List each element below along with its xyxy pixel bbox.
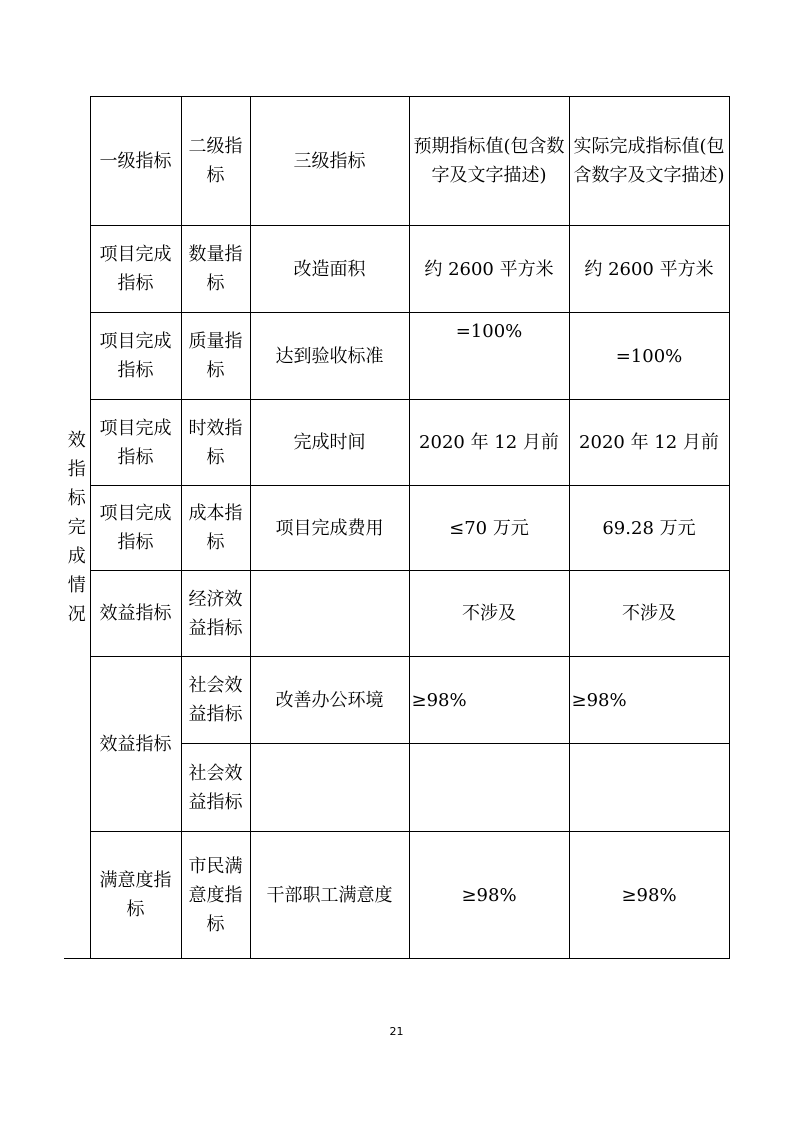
side-label-char: 况 [67, 603, 86, 625]
header-level1: 一级指标 [90, 97, 181, 226]
header-expected-value: 预期指标值(包含数字及文字描述) [409, 97, 569, 226]
header-actual-value: 实际完成指标值(包含数字及文字描述) [569, 97, 729, 226]
cell-level1: 效益指标 [90, 657, 181, 832]
cell-level3 [250, 571, 409, 657]
cell-level3: 达到验收标准 [250, 313, 409, 400]
cell-level2: 社会效益指标 [181, 657, 250, 744]
header-level3: 三级指标 [250, 97, 409, 226]
cell-expected: 2020 年 12 月前 [409, 400, 569, 486]
cell-level2: 数量指标 [181, 226, 250, 313]
cell-expected: 约 2600 平方米 [409, 226, 569, 313]
cell-level2: 社会效益指标 [181, 744, 250, 832]
cell-level1: 项目完成指标 [90, 226, 181, 313]
cell-expected: 不涉及 [409, 571, 569, 657]
cell-level3: 改善办公环境 [250, 657, 409, 744]
side-label-char: 情 [67, 574, 86, 596]
table-row [64, 226, 729, 313]
cell-level2: 成本指标 [181, 486, 250, 571]
table-header-row [64, 97, 729, 226]
cell-actual: ≥98% [569, 832, 729, 959]
cell-actual: 不涉及 [569, 571, 729, 657]
cell-level2: 时效指标 [181, 400, 250, 486]
cell-level1: 项目完成指标 [90, 400, 181, 486]
cell-level1: 满意度指标 [90, 832, 181, 959]
side-label-char: 指 [67, 458, 86, 480]
cell-level2: 市民满意度指标 [181, 832, 250, 959]
cell-level1: 项目完成指标 [90, 486, 181, 571]
cell-actual: 69.28 万元 [569, 486, 729, 571]
cell-level3: 干部职工满意度 [250, 832, 409, 959]
cell-expected: ≥98% [409, 832, 569, 959]
side-label-char: 标 [67, 487, 86, 509]
side-label-char: 效 [67, 429, 86, 451]
cell-level3: 改造面积 [250, 226, 409, 313]
table-row [64, 486, 729, 571]
table-row [64, 571, 729, 657]
performance-indicator-table [64, 96, 730, 959]
table-row [64, 400, 729, 486]
cell-level3: 项目完成费用 [250, 486, 409, 571]
cell-actual [569, 744, 729, 832]
header-level2: 二级指标 [181, 97, 250, 226]
page-number: 21 [389, 1025, 404, 1038]
cell-expected: =100% [409, 313, 569, 400]
cell-level3 [250, 744, 409, 832]
cell-level3: 完成时间 [250, 400, 409, 486]
cell-actual: 2020 年 12 月前 [569, 400, 729, 486]
cell-actual: ≥98% [569, 657, 729, 744]
table-row [64, 313, 729, 400]
cell-level2: 质量指标 [181, 313, 250, 400]
cell-level1: 效益指标 [90, 571, 181, 657]
cell-actual: 约 2600 平方米 [569, 226, 729, 313]
performance-indicator-table-frame [64, 96, 730, 959]
cell-level2: 经济效益指标 [181, 571, 250, 657]
side-label-char: 成 [67, 545, 86, 567]
cell-actual: =100% [569, 313, 729, 400]
cell-level1: 项目完成指标 [90, 313, 181, 400]
table-row [64, 657, 729, 744]
cell-expected: ≥98% [409, 657, 569, 744]
side-label-indicator-completion [64, 97, 90, 959]
table-row [64, 832, 729, 959]
cell-expected [409, 744, 569, 832]
cell-expected: ≤70 万元 [409, 486, 569, 571]
side-label-char: 完 [67, 516, 86, 538]
